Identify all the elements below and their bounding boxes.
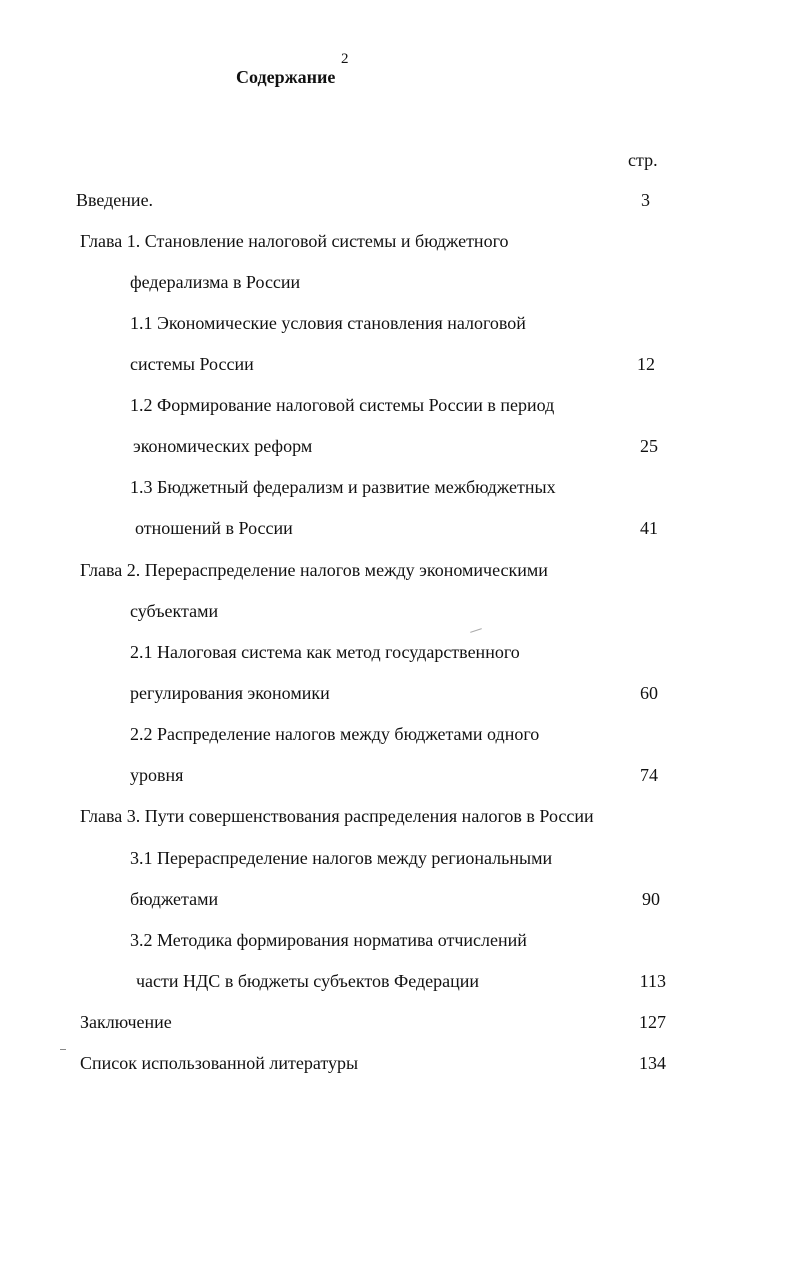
toc-ch1-label: Глава 1. Становление налоговой системы и бюджетного [80,231,509,251]
toc-s12-label: 1.2 Формирование налоговой системы России в период [130,395,555,415]
toc-bibliography-page: 134 [639,1053,666,1073]
toc-s11-label-cont: системы России [130,354,254,374]
toc-s31-label: 3.1 Перераспределение налогов между региональными [130,848,553,868]
toc-s13-label-cont: отношений в России [135,518,293,538]
toc-s21-label: 2.1 Налоговая система как метод государственного [130,642,520,662]
toc-s21-label-cont: регулирования экономики [130,683,330,703]
toc-s32-label: 3.2 Методика формирования норматива отчислений [130,930,527,950]
toc-ch3-label: Глава 3. Пути совершенствования распределения налогов в России [80,806,594,826]
toc-s31-label-cont: бюджетами [130,889,219,909]
toc-s32-page: 113 [639,971,666,991]
toc-s13-page: 41 [640,518,658,538]
toc-s11-label: 1.1 Экономические условия становления налоговой [130,313,526,333]
page-title: Содержание [236,67,336,87]
toc-s32-label-cont: части НДС в бюджеты субъектов Федерации [136,971,479,991]
toc-s22-page: 74 [640,765,658,785]
page-number: 2 [341,51,349,67]
scan-speck [60,1049,66,1050]
toc-intro-page: 3 [641,190,650,210]
toc-ch2-label-cont: субъектами [130,601,219,621]
toc-s12-label-cont: экономических реформ [133,436,313,456]
scan-speck [470,628,482,633]
toc-bibliography-label: Список использованной литературы [80,1053,359,1073]
toc-s31-page: 90 [642,889,660,909]
toc-s22-label: 2.2 Распределение налогов между бюджетами одного [130,724,540,744]
toc-conclusion-label: Заключение [80,1012,172,1032]
toc-s13-label: 1.3 Бюджетный федерализм и развитие межбюджетных [130,477,556,497]
page-column-label: стр. [628,150,658,170]
toc-conclusion-page: 127 [639,1012,666,1032]
toc-s12-page: 25 [640,436,658,456]
toc-s22-label-cont: уровня [130,765,184,785]
toc-ch1-label-cont: федерализма в России [130,272,301,292]
toc-intro-label: Введение. [76,190,154,210]
toc-ch2-label: Глава 2. Перераспределение налогов между экономическими [80,560,548,580]
toc-s11-page: 12 [637,354,655,374]
toc-s21-page: 60 [640,683,658,703]
